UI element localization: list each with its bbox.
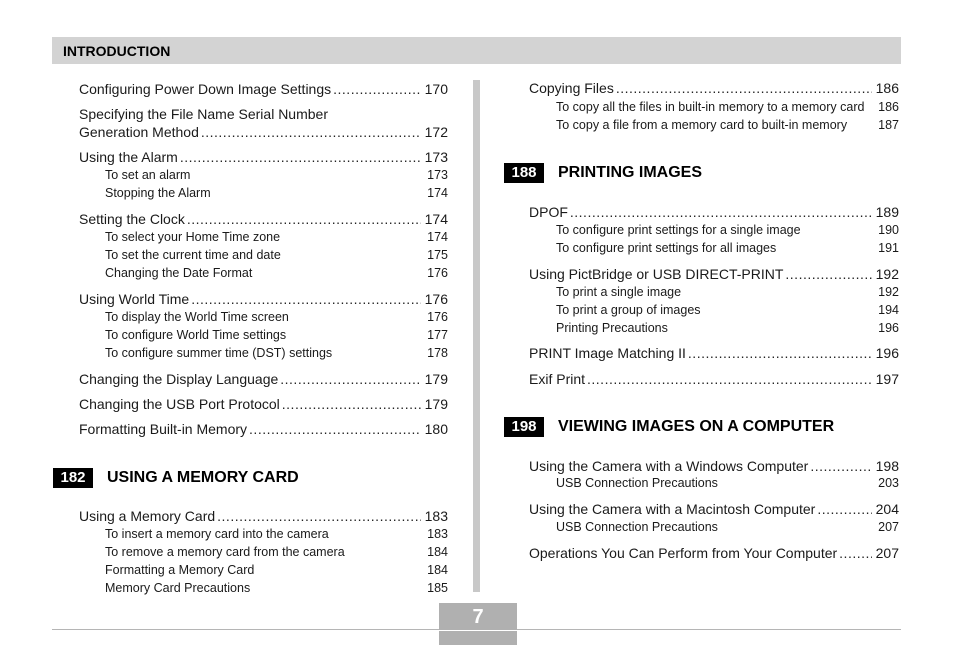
column-divider [473, 80, 480, 592]
section-heading[interactable] [53, 468, 299, 488]
toc-entry[interactable]: Operations You Can Perform from Your Computer ..... 207 [529, 544, 899, 562]
toc-entry[interactable]: Formatting Built-in Memory ..... 180 [79, 420, 448, 438]
toc-subentry[interactable]: To set the current time and date 175 [105, 248, 448, 262]
toc-subentry[interactable]: To copy all the files in built-in memory to a memory card 186 [556, 100, 899, 114]
toc-subentry[interactable]: To remove a memory card from the camera 184 [105, 545, 448, 559]
toc-entry[interactable]: Specifying the File Name Serial Number Generation Method ..... 172 [79, 105, 448, 141]
toc-subentry[interactable]: Changing the Date Format 176 [105, 266, 448, 280]
toc-subentry[interactable]: To copy a file from a memory card to built-in memory 187 [556, 118, 899, 132]
toc-entry[interactable]: Changing the USB Port Protocol ..... 179 [79, 395, 448, 413]
toc-entry[interactable]: Changing the Display Language ..... 179 [79, 370, 448, 388]
toc-subentry[interactable]: To select your Home Time zone 174 [105, 230, 448, 244]
toc-entry[interactable]: Using the Alarm ..... 173 [79, 148, 448, 166]
section-header-title: INTRODUCTION [63, 43, 171, 59]
toc-subentry[interactable]: To display the World Time screen 176 [105, 310, 448, 324]
toc-entry[interactable]: Copying Files ..... 186 [529, 79, 899, 97]
toc-entry[interactable]: Using the Camera with a Windows Computer ..... 198 [529, 457, 899, 475]
page-number: 7 [472, 606, 484, 628]
toc-subentry[interactable]: To configure World Time settings 177 [105, 328, 448, 342]
header-bar [52, 37, 901, 64]
toc-subentry[interactable]: Stopping the Alarm 174 [105, 186, 448, 200]
toc-subentry[interactable]: To configure summer time (DST) settings 178 [105, 346, 448, 360]
section-page-badge: 198 [504, 417, 544, 437]
section-title: USING A MEMORY CARD [107, 469, 299, 486]
toc-subentry[interactable]: USB Connection Precautions 203 [556, 476, 899, 490]
section-heading[interactable] [504, 417, 834, 437]
toc-entry[interactable]: Exif Print ..... 197 [529, 370, 899, 388]
toc-entry[interactable]: Configuring Power Down Image Settings ..... 170 [79, 80, 448, 98]
toc-entry[interactable]: Setting the Clock ..... 174 [79, 210, 448, 228]
section-page-badge: 188 [504, 163, 544, 183]
toc-entry[interactable]: PRINT Image Matching II ..... 196 [529, 344, 899, 362]
toc-subentry[interactable]: To insert a memory card into the camera 183 [105, 527, 448, 541]
toc-entry[interactable]: Using the Camera with a Macintosh Computer ..... 204 [529, 500, 899, 518]
toc-subentry[interactable]: To set an alarm 173 [105, 168, 448, 182]
toc-subentry[interactable]: Printing Precautions 196 [556, 321, 899, 335]
toc-subentry[interactable]: To configure print settings for a single image 190 [556, 223, 899, 237]
toc-entry[interactable]: Using World Time ..... 176 [79, 290, 448, 308]
page-number-box [439, 603, 517, 645]
toc-entry-label-line1: Specifying the File Name Serial Number [79, 106, 328, 122]
toc-subentry[interactable]: To print a single image 192 [556, 285, 899, 299]
section-page-badge: 182 [53, 468, 93, 488]
toc-subentry[interactable]: Formatting a Memory Card 184 [105, 563, 448, 577]
page-number-divider [439, 630, 517, 631]
section-title: VIEWING IMAGES ON A COMPUTER [558, 418, 835, 435]
toc-subentry[interactable]: To configure print settings for all images 191 [556, 241, 899, 255]
toc-entry[interactable]: DPOF ..... 189 [529, 203, 899, 221]
toc-subentry[interactable]: USB Connection Precautions 207 [556, 520, 899, 534]
toc-subentry[interactable]: To print a group of images 194 [556, 303, 899, 317]
toc-entry[interactable]: Using PictBridge or USB DIRECT-PRINT ..... 192 [529, 265, 899, 283]
section-title: PRINTING IMAGES [558, 164, 703, 181]
section-heading[interactable] [504, 163, 702, 183]
toc-subentry[interactable]: Memory Card Precautions 185 [105, 581, 448, 595]
toc-entry[interactable]: Using a Memory Card ..... 183 [79, 507, 448, 525]
